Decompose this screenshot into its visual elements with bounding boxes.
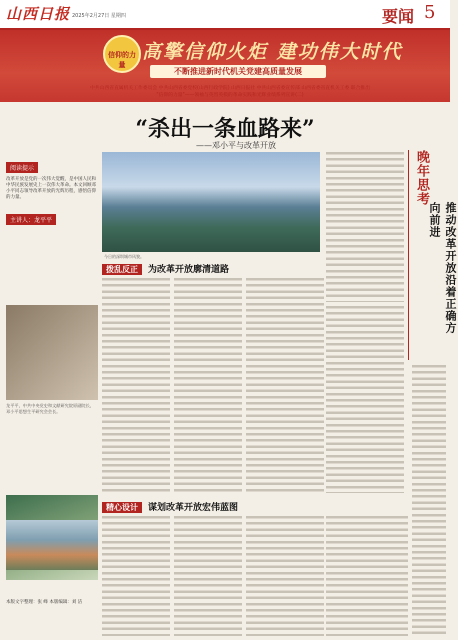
speaker-tag: 主讲人：龙平平	[6, 214, 56, 225]
section2-heading	[102, 500, 238, 512]
section1-tag: 拨乱反正	[102, 264, 142, 275]
article-column-2	[102, 278, 170, 493]
article-column-5	[326, 306, 404, 493]
page-number: 5	[424, 2, 436, 23]
series-line: "信仰的力量"——领袖与英烈英模的革命实践和光辉业绩系列宣讲(二)	[156, 93, 304, 98]
article-column-4	[246, 278, 324, 493]
section2-tag: 精心设计	[102, 502, 142, 513]
article-column-9	[326, 516, 408, 636]
headline: “杀出一条血路来”	[135, 116, 315, 142]
right-sidebar	[412, 150, 457, 340]
emblem-text: 信仰的力量	[108, 51, 136, 69]
article-column-1	[326, 152, 404, 302]
river-city-photo	[6, 520, 98, 570]
speaker-portrait	[6, 305, 98, 400]
newspaper-logo: 山西日报	[6, 5, 71, 23]
banner-subtitle: 不断推进新时代机关党建高质量发展	[150, 65, 326, 78]
editors-credit: 本版文字整理：张 峰 本版编辑：刘 洁	[6, 600, 83, 605]
article-column-6	[102, 516, 170, 636]
organizers	[60, 85, 400, 99]
right-sidebar-subtitle: 推动改革开放沿着正确方向前进	[428, 202, 457, 334]
headline-byline: ——邓小平与改革开放	[196, 141, 276, 150]
city-photo-caption: 今日的深圳城市风貌。	[104, 254, 144, 259]
reading-tip-tag: 阅读提示	[6, 162, 38, 173]
series-emblem-icon	[103, 35, 141, 73]
section1-heading	[102, 262, 229, 274]
section1-title: 为改革开放廓清道路	[148, 265, 230, 275]
masthead	[0, 0, 450, 30]
column-divider	[408, 150, 409, 360]
article-column-8	[246, 516, 324, 636]
city-photo	[102, 152, 320, 252]
portrait-caption: 龙平平，中共中央党史和文献研究院原副院长，邓小平思想生平研究会会长。	[6, 403, 94, 414]
section-name: 要闻	[382, 7, 415, 26]
organizers-line: 中共山西省直属机关工作委员会 中共山西省委党校(山西行政学院) 山西日报社 中共山西省委宣传部 山西省委省直机关工委 联合推出	[90, 86, 370, 91]
right-sidebar-title: 晚年思考	[414, 150, 429, 206]
article-column-3	[174, 278, 242, 493]
banner-title: 高擎信仰火炬 建功伟大时代	[142, 41, 403, 63]
reading-tip-text: 改革开放是党的一次伟大觉醒，是中国人民和中华民族发展史上一次伟大革命。本文回顾邓小平同志领导改革开放的光辉历程，感悟信仰的力量。	[6, 177, 96, 200]
section2-title: 谋划改革开放宏伟蓝图	[148, 503, 239, 513]
right-text	[412, 365, 446, 635]
issue-date: 2025年2月27日 星期四	[72, 13, 126, 19]
article-column-7	[174, 516, 242, 636]
